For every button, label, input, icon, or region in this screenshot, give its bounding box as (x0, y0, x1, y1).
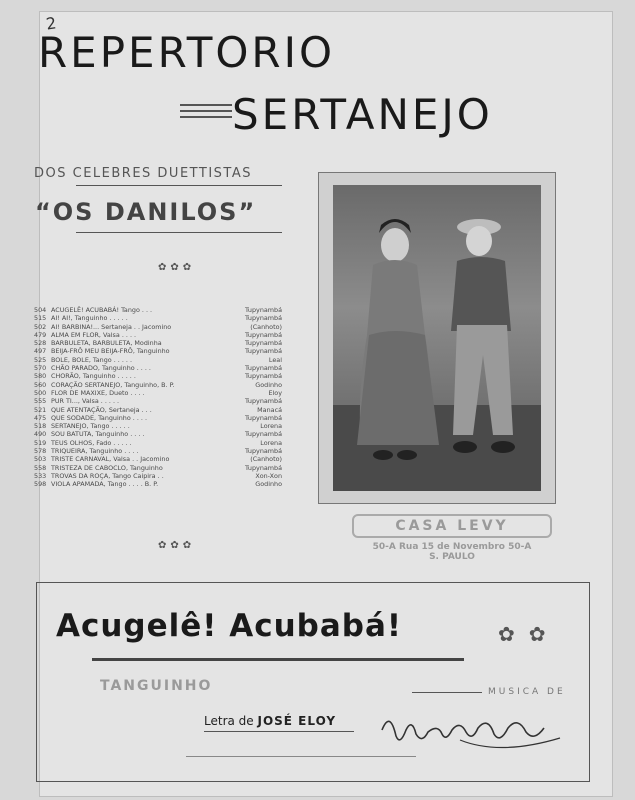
title-line-2: SERTANEJO (232, 90, 493, 139)
song-row (34, 314, 282, 322)
title-rule (180, 116, 232, 118)
photo-frame (318, 172, 556, 504)
publisher-city: S. PAULO (429, 552, 475, 562)
title-line-1: REPERTORIO (38, 28, 336, 77)
ornament-icon: ✿✿✿ (158, 540, 196, 551)
song-title-rule (92, 658, 464, 661)
song-title-entry: TRIQUEIRA, Tanguinho . . . . (51, 447, 139, 456)
song-row (34, 464, 282, 472)
song-title-entry: SOU BATUTA, Tanguinho . . . . (51, 430, 145, 439)
song-composer: Xon-Xon (255, 471, 282, 480)
song-row (34, 364, 282, 372)
song-composer: Tupynambá (245, 430, 282, 439)
song-row (34, 422, 282, 430)
song-title: Acugelê! Acubabá! (56, 608, 403, 644)
composer-signature (380, 700, 580, 760)
genre: TANGUINHO (100, 678, 213, 694)
song-number: 500 (34, 388, 47, 397)
song-number: 515 (34, 314, 47, 323)
song-composer: Lorena (260, 422, 282, 431)
subtitle: DOS CELEBRES DUETTISTAS (34, 166, 252, 181)
song-number: 475 (34, 413, 47, 422)
song-title-entry: ACUGELÊ! ACUBABÁ! Tango . . . (51, 306, 153, 314)
duo-photo-illustration (333, 185, 541, 491)
song-composer: Tupynambá (245, 447, 282, 456)
song-title-entry: BEIJA-FRÔ MEU BEIJA-FRÔ, Tanguinho (51, 347, 170, 356)
song-number: 580 (34, 372, 47, 381)
publisher-stamp (352, 514, 552, 562)
song-row (34, 455, 282, 463)
song-number: 497 (34, 347, 47, 356)
song-row (34, 447, 282, 455)
publisher-address: 50-A Rua 15 de Novembro 50-A (372, 542, 532, 552)
song-row (34, 306, 282, 314)
pencil-mark: 2 (44, 13, 58, 34)
song-composer: (Canhoto) (250, 322, 282, 331)
song-number: 533 (34, 471, 47, 480)
song-composer: Tupynambá (245, 330, 282, 339)
song-number: 560 (34, 380, 47, 389)
song-title-entry: TRISTEZA DE CABOCLO, Tanguinho (51, 463, 163, 472)
song-row (34, 472, 282, 480)
song-number: 578 (34, 447, 47, 456)
song-number: 570 (34, 364, 47, 373)
song-number: 479 (34, 330, 47, 339)
song-number: 555 (34, 397, 47, 406)
song-title-entry: TRISTE CARNAVAL, Valsa . . Jacomino (51, 455, 170, 464)
song-row (34, 347, 282, 355)
song-composer: Tupynambá (245, 364, 282, 373)
title-rule (180, 110, 232, 112)
song-row (34, 397, 282, 405)
song-composer: Godinho (255, 480, 282, 489)
group-rule (76, 232, 282, 233)
song-composer: Leal (268, 355, 282, 364)
song-number: 558 (34, 463, 47, 472)
lyricist-rule (204, 731, 354, 732)
song-composer: Tupynambá (245, 413, 282, 422)
song-composer: Tupynambá (245, 463, 282, 472)
song-title-entry: CHORÃO, Tanguinho . . . . . (51, 372, 136, 381)
song-number: 518 (34, 422, 47, 431)
song-composer: Tupynambá (245, 314, 282, 323)
song-number: 598 (34, 480, 47, 489)
song-composer: (Canhoto) (250, 455, 282, 464)
song-title-entry: SERTANEJO, Tango . . . . . (51, 422, 130, 431)
song-title-entry: TROVAS DA ROÇA, Tango Caipira . . (51, 471, 164, 480)
song-list (34, 306, 282, 489)
song-row (34, 439, 282, 447)
song-row (34, 331, 282, 339)
song-row (34, 356, 282, 364)
music-label: MUSICA DE (488, 687, 566, 697)
song-title-entry: CHÃO PARADO, Tanguinho . . . . (51, 364, 151, 373)
group-name: “OS DANILOS” (35, 198, 257, 226)
title-rule (180, 104, 232, 106)
song-composer: Tupynambá (245, 339, 282, 348)
song-composer: Tupynambá (245, 347, 282, 356)
song-number: 519 (34, 438, 47, 447)
song-title-entry: ALMA EM FLOR, Valsa . . . . (51, 330, 137, 339)
song-composer: Eloy (268, 388, 282, 397)
song-composer: Tupynambá (245, 397, 282, 406)
song-number: 503 (34, 455, 47, 464)
bottom-rule (186, 756, 416, 757)
song-composer: Tupynambá (245, 372, 282, 381)
lyric-prefix: Letra de (204, 714, 254, 728)
song-row (34, 372, 282, 380)
song-row (34, 406, 282, 414)
song-title-entry: FLOR DE MAXIXE, Dueto . . . . (51, 388, 145, 397)
song-row (34, 430, 282, 438)
song-composer: Godinho (255, 380, 282, 389)
song-title-entry: BOLE, BOLE, Tango . . . . . (51, 355, 133, 364)
music-rule (412, 692, 482, 693)
song-composer: Lorena (260, 438, 282, 447)
lyricist-name: JOSÉ ELOY (257, 714, 337, 728)
lyricist-line (204, 714, 336, 728)
song-title-entry: PUR TI..., Valsa . . . . . (51, 397, 120, 406)
song-row (34, 339, 282, 347)
song-row (34, 389, 282, 397)
publisher-name: CASA LEVY (352, 514, 552, 538)
song-number: 502 (34, 322, 47, 331)
song-row (34, 381, 282, 389)
song-composer: Manacá (257, 405, 282, 414)
song-title-entry: QUE SODADE, Tanguinho . . . . (51, 413, 148, 422)
song-row (34, 480, 282, 488)
song-row (34, 414, 282, 422)
song-number: 528 (34, 339, 47, 348)
song-title-entry: CORAÇÃO SERTANEJO, Tanguinho, B. P. (51, 380, 175, 389)
song-row (34, 323, 282, 331)
ornament-icon: ✿✿✿ (158, 262, 196, 273)
flower-icon: ✿✿ (498, 622, 560, 646)
song-composer: Tupynambá (245, 306, 282, 314)
subtitle-rule (76, 185, 282, 186)
song-number: 504 (34, 306, 47, 314)
song-title-entry: VIOLA APAMADA, Tango . . . . B. P. (51, 480, 159, 489)
song-title-entry: AI! BARBINA!... Sertaneja . . Jacomino (51, 322, 172, 331)
song-number: 521 (34, 405, 47, 414)
duo-photo (333, 185, 541, 491)
song-title-entry: TEUS OLHOS, Fado . . . . . (51, 438, 132, 447)
song-title-entry: QUE ATENTAÇÃO, Sertaneja . . . (51, 405, 152, 414)
song-number: 525 (34, 355, 47, 364)
song-number: 490 (34, 430, 47, 439)
song-title-entry: AI! AI!, Tanguinho . . . . . (51, 314, 128, 323)
song-title-entry: BARBULETA, BARBULETA, Modinha (51, 339, 162, 348)
